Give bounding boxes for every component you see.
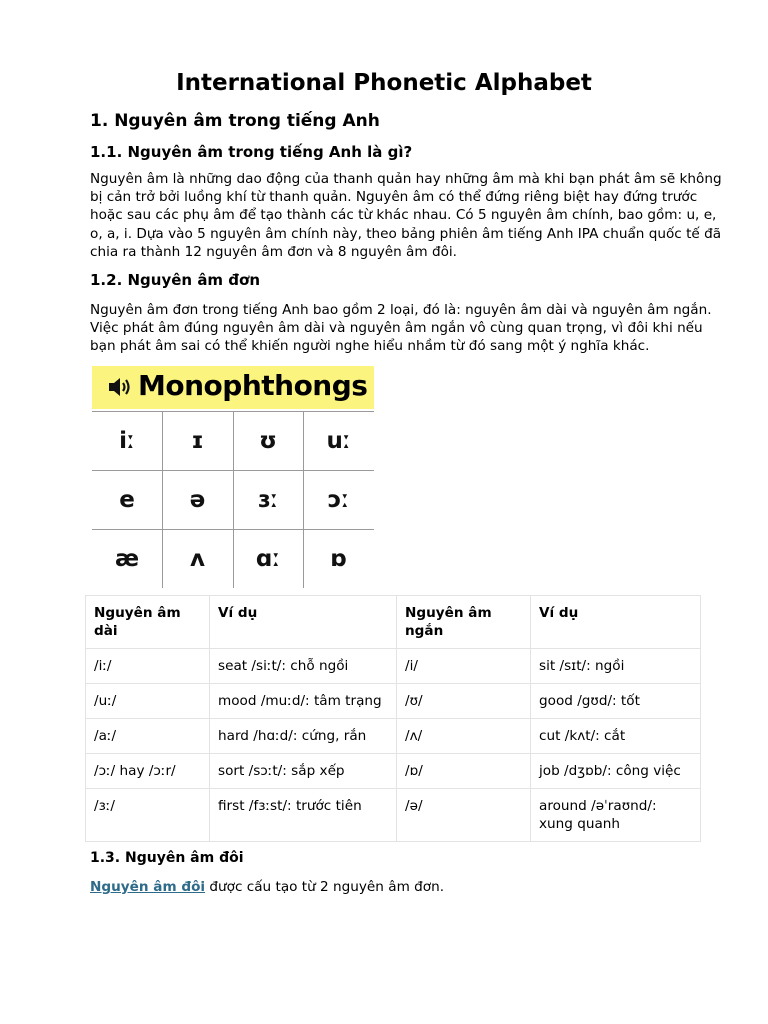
table-row bbox=[86, 789, 701, 842]
vowel-table bbox=[85, 595, 701, 842]
header-long-vowel: Nguyên âm dài bbox=[86, 596, 210, 649]
header-short-vowel: Nguyên âm ngắn bbox=[397, 596, 531, 649]
table-cell: sort /sɔːt/: sắp xếp bbox=[210, 754, 397, 789]
ipa-symbol: iː bbox=[119, 427, 135, 454]
document-title: International Phonetic Alphabet bbox=[176, 70, 592, 96]
table-row bbox=[86, 684, 701, 719]
table-row bbox=[86, 754, 701, 789]
table-row bbox=[86, 649, 701, 684]
table-cell: /i/ bbox=[397, 649, 531, 684]
paragraph-monophthongs: Nguyên âm đơn trong tiếng Anh bao gồm 2 loại, đó là: nguyên âm dài và nguyên âm ngắn. Việc phát âm đúng nguyên âm dài và nguyên âm ngắn vô cùng quan trọng, vì đôi khi nếu bạn phát âm sai có thể khiến người nghe hiểu nhầm từ đó sang một ý nghĩa khác. bbox=[90, 302, 712, 355]
ipa-symbol: ə bbox=[189, 486, 206, 513]
monophthongs-chart-image bbox=[92, 366, 374, 588]
table-cell: /aː/ bbox=[86, 719, 210, 754]
table-cell: hard /hɑːd/: cứng, rắn bbox=[210, 719, 397, 754]
table-cell: first /fɜːst/: trước tiên bbox=[210, 789, 397, 842]
ipa-symbol: ʊ bbox=[259, 427, 277, 454]
ipa-symbol: ɪ bbox=[191, 427, 204, 454]
table-cell: cut /kʌt/: cắt bbox=[531, 719, 701, 754]
ipa-symbol: ɑː bbox=[255, 545, 281, 572]
table-cell: good /gʊd/: tốt bbox=[531, 684, 701, 719]
ipa-symbol: e bbox=[119, 486, 135, 513]
diphthongs-text: được cấu tạo từ 2 nguyên âm đơn. bbox=[205, 879, 445, 895]
subsection-heading-diphthongs: 1.3. Nguyên âm đôi bbox=[90, 850, 244, 866]
table-cell: /ə/ bbox=[397, 789, 531, 842]
table-cell: job /dʒɒb/: công việc bbox=[531, 754, 701, 789]
table-cell: around /əˈraʊnd/: xung quanh bbox=[531, 789, 701, 842]
section-heading-vowels: 1. Nguyên âm trong tiếng Anh bbox=[90, 111, 380, 131]
table-cell: sit /sɪt/: ngồi bbox=[531, 649, 701, 684]
table-cell: /ɜː/ bbox=[86, 789, 210, 842]
subsection-heading-what-are-vowels: 1.1. Nguyên âm trong tiếng Anh là gì? bbox=[90, 143, 413, 161]
ipa-symbol: ɒ bbox=[330, 545, 347, 572]
grid-line bbox=[92, 529, 374, 530]
header-example-short: Ví dụ bbox=[531, 596, 701, 649]
grid-line bbox=[303, 411, 304, 588]
diphthongs-link[interactable]: Nguyên âm đôi bbox=[90, 879, 206, 895]
speaker-icon bbox=[106, 374, 132, 400]
header-example-long: Ví dụ bbox=[210, 596, 397, 649]
table-header-row bbox=[86, 596, 701, 649]
table-cell: /ʌ/ bbox=[397, 719, 531, 754]
paragraph-diphthongs bbox=[90, 878, 730, 896]
grid-line bbox=[162, 411, 163, 588]
ipa-symbol: uː bbox=[326, 427, 351, 454]
monophthongs-title: Monophthongs bbox=[138, 369, 368, 402]
table-row bbox=[86, 719, 701, 754]
monophthongs-grid bbox=[92, 411, 374, 588]
table-cell: /iː/ bbox=[86, 649, 210, 684]
monophthongs-header bbox=[92, 366, 374, 409]
ipa-symbol: ʌ bbox=[190, 545, 205, 572]
table-cell: /ʊ/ bbox=[397, 684, 531, 719]
grid-line bbox=[92, 411, 374, 412]
table-cell: seat /siːt/: chỗ ngồi bbox=[210, 649, 397, 684]
table-cell: mood /muːd/: tâm trạng bbox=[210, 684, 397, 719]
ipa-symbol: ɜː bbox=[257, 486, 279, 513]
ipa-symbol: æ bbox=[114, 545, 140, 572]
table-cell: /uː/ bbox=[86, 684, 210, 719]
ipa-symbol: ɔː bbox=[327, 486, 350, 513]
paragraph-vowel-definition: Nguyên âm là những dao động của thanh quản hay những âm mà khi bạn phát âm sẽ không bị cản trở bởi luồng khí từ thanh quản. Nguyên âm có thể đứng riêng biệt hay đứng trước hoặc sau các phụ âm để tạo thành các từ khác nhau. Có 5 nguyên âm chính, bao gồm: u, e, o, a, i. Dựa vào 5 nguyên âm chính này, theo bảng phiên âm tiếng Anh IPA chuẩn quốc tế đã chia ra thành 12 nguyên âm đơn và 8 nguyên âm đôi. bbox=[90, 171, 722, 260]
grid-line bbox=[233, 411, 234, 588]
subsection-heading-monophthongs: 1.2. Nguyên âm đơn bbox=[90, 271, 261, 289]
table-cell: /ɒ/ bbox=[397, 754, 531, 789]
table-cell: /ɔː/ hay /ɔːr/ bbox=[86, 754, 210, 789]
grid-line bbox=[92, 470, 374, 471]
